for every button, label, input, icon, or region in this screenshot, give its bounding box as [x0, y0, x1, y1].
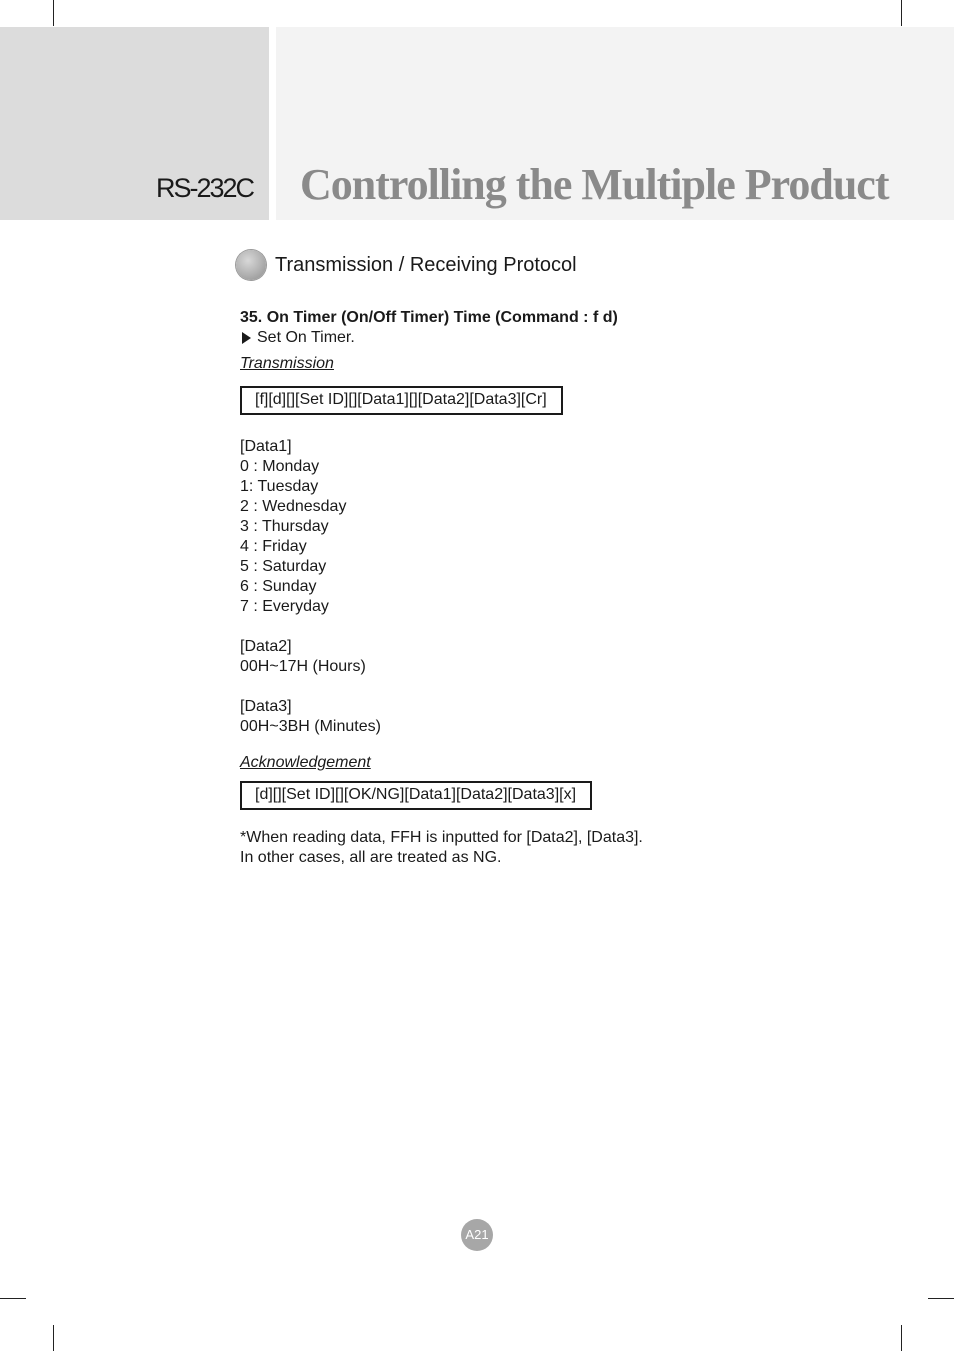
- page-title: Controlling the Multiple Product: [300, 160, 889, 209]
- list-item: 5 : Saturday: [240, 558, 327, 575]
- data2-header: [Data2]: [240, 638, 292, 655]
- list-item: 6 : Sunday: [240, 578, 317, 595]
- list-item: 3 : Thursday: [240, 518, 329, 535]
- list-item: 7 : Everyday: [240, 598, 329, 615]
- list-item: 4 : Friday: [240, 538, 307, 555]
- list-item: 2 : Wednesday: [240, 498, 347, 515]
- transmission-label: Transmission: [240, 355, 334, 372]
- data2-block: [240, 637, 643, 677]
- command-section: [240, 308, 643, 868]
- data3-header: [Data3]: [240, 698, 292, 715]
- data1-block: [240, 437, 643, 617]
- data2-value: 00H~17H (Hours): [240, 658, 366, 675]
- crop-mark: [0, 1298, 26, 1299]
- command-description: [240, 328, 643, 348]
- crop-mark: [901, 0, 902, 26]
- list-item: 1: Tuesday: [240, 478, 319, 495]
- command-title: 35. On Timer (On/Off Timer) Time (Command : f d): [240, 309, 618, 326]
- section-label: RS-232C: [155, 173, 253, 203]
- data3-value: 00H~3BH (Minutes): [240, 718, 381, 735]
- header-title-panel: [276, 27, 954, 220]
- acknowledgement-code-box: [d][][Set ID][][OK/NG][Data1][Data2][Data3][x]: [240, 781, 592, 810]
- note-line: In other cases, all are treated as NG.: [240, 849, 502, 866]
- notes-block: [240, 828, 643, 868]
- crop-mark: [53, 1325, 54, 1351]
- subheading-text: Transmission / Receiving Protocol: [275, 253, 577, 276]
- page-number-badge: A21: [461, 1219, 493, 1251]
- subheading: [236, 250, 577, 280]
- data3-block: [240, 697, 643, 737]
- circle-bullet-icon: [236, 250, 266, 280]
- crop-mark: [53, 0, 54, 26]
- command-description-text: Set On Timer.: [257, 329, 355, 346]
- header-section-panel: [0, 27, 269, 220]
- note-line: *When reading data, FFH is inputted for [Data2], [Data3].: [240, 829, 643, 846]
- transmission-code-box: [f][d][][Set ID][][Data1][][Data2][Data3][Cr]: [240, 386, 563, 415]
- data1-header: [Data1]: [240, 438, 292, 455]
- list-item: 0 : Monday: [240, 458, 320, 475]
- acknowledgement-label: Acknowledgement: [240, 754, 371, 771]
- triangle-right-icon: [242, 332, 251, 344]
- crop-mark: [928, 1298, 954, 1299]
- crop-mark: [901, 1325, 902, 1351]
